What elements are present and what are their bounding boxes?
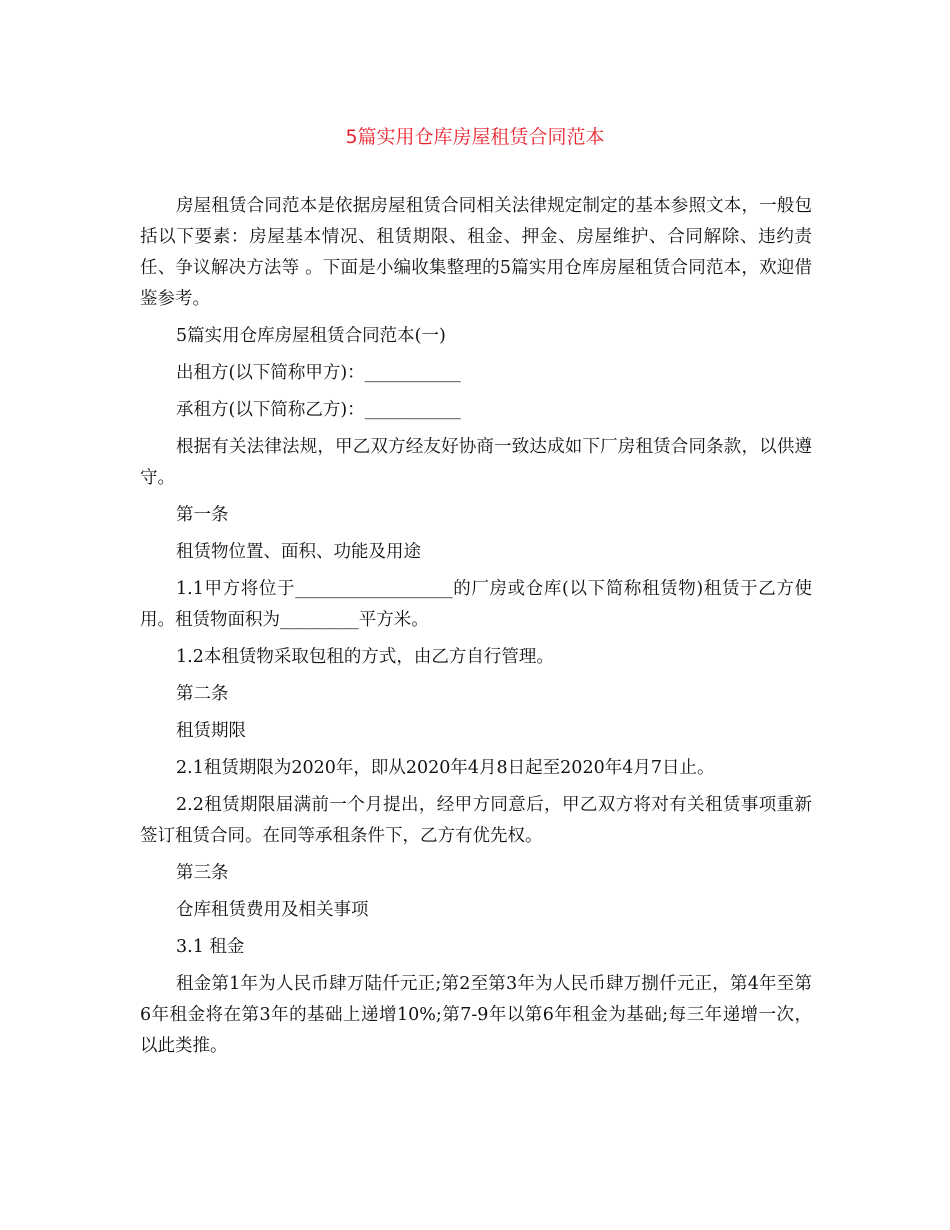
article-two-heading: 第二条	[176, 684, 229, 704]
article-three-title: 仓库租赁费用及相关事项	[176, 900, 369, 920]
clause-2-2: 2.2租赁期限届满前一个月提出，经甲方同意后，甲乙双方将对有关租赁事项重新签订租赁合同。在同等承租条件下，乙方有优先权。	[140, 795, 812, 846]
section-heading: 5篇实用仓库房屋租赁合同范本(一)	[176, 326, 446, 346]
article-one-title: 租赁物位置、面积、功能及用途	[176, 542, 421, 562]
clause-1-1: 1.1甲方将位于__________________的厂房或仓库(以下简称租赁物)租赁于乙方使用。租赁物面积为_________平方米。	[140, 579, 812, 630]
rent-paragraph: 租金第1年为人民币肆万陆仟元正;第2至第3年为人民币肆万捌仟元正，第4年至第6年租金将在第3年的基础上递增10%;第7-9年以第6年租金为基础;每三年递增一次，以此类推。	[140, 974, 812, 1056]
clause-1-2: 1.2本租赁物采取包租的方式，由乙方自行管理。	[176, 647, 554, 667]
intro-paragraph: 房屋租赁合同范本是依据房屋租赁合同相关法律规定制定的基本参照文本，一般包括以下要素：房屋基本情况、租赁期限、租金、押金、房屋维护、合同解除、违约责任、争议解决方法等 。下面是小编收集整理的5篇实用仓库房屋租赁合同范本，欢迎借鉴参考。	[140, 196, 812, 309]
document-body	[140, 191, 812, 1062]
document-title: 5篇实用仓库房屋租赁合同范本	[345, 126, 605, 148]
article-two-title: 租赁期限	[176, 721, 246, 741]
clause-3-1-heading: 3.1 租金	[176, 937, 245, 957]
lessor-line: 出租方(以下简称甲方)：___________	[176, 363, 461, 383]
article-one-heading: 第一条	[176, 505, 229, 525]
clause-2-1: 2.1租赁期限为2020年，即从2020年4月8日起至2020年4月7日止。	[176, 758, 715, 778]
lessee-line: 承租方(以下简称乙方)：___________	[176, 400, 461, 420]
preamble-paragraph: 根据有关法律法规，甲乙双方经友好协商一致达成如下厂房租赁合同条款，以供遵守。	[140, 437, 812, 488]
article-three-heading: 第三条	[176, 863, 229, 883]
